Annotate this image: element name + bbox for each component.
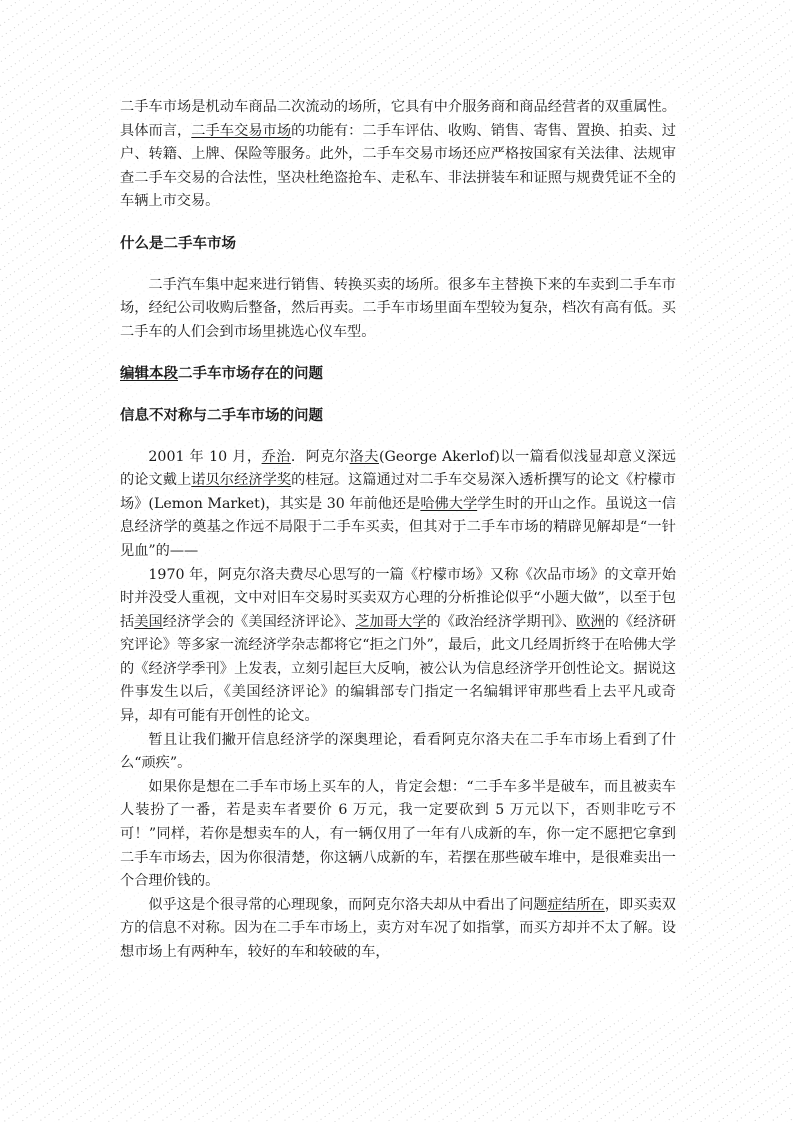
akerlof-text-5: 学生时的开山之作。虽说这一信息经济学的奠基之作远不局限于二手车买卖，但其对于二手车市场的精辟见解却是“一针见血”的—— <box>120 495 676 559</box>
lemon-text-1: 1970 年，阿克尔洛夫费尽心思写的一篇《柠檬市场》又称《次品市场》的文章开始时并没受人重视，文中对旧车交易时买卖双方心理的分析推论似乎“小题大做”，以至于包括 <box>120 566 676 630</box>
link-george[interactable]: 乔治 <box>261 448 291 465</box>
stubborn-problem-paragraph: 暂且让我们撇开信息经济学的深奥理论，看看阿克尔洛夫在二手车市场上看到了什么“顽疾”。 <box>120 731 676 772</box>
link-used-car-market[interactable]: 二手车交易市场 <box>191 122 292 139</box>
intro-text-1: 二手车市场是机动车商品二次流动的场所，它具有中介服务商和商品经营者的双重属性。具体而言， <box>120 99 676 139</box>
link-crux[interactable]: 症结所在 <box>547 896 605 913</box>
heading-problems <box>120 362 676 386</box>
link-chicago-university[interactable]: 芝加哥大学 <box>355 613 427 630</box>
edit-section-link[interactable]: 编辑本段 <box>120 365 178 383</box>
document-page <box>120 96 676 965</box>
akerlof-paragraph <box>120 446 676 564</box>
lemon-text-4: 的《经济研究评论》等多家一流经济学杂志都将它“拒之门外”，最后，此文几经周折终于在哈佛大学的《经济学季刊》上发表，立刻引起巨大反响，被公认为信息经济学开创性论文。据说这件事发生以后，《美国经济评论》的编辑部专门指定一名编辑评审那些看上去平凡或奇异，却有可能有开创性的论文。 <box>120 613 676 725</box>
buyer-seller-paragraph: 如果你是想在二手车市场上买车的人，肯定会想：“二手车多半是破车，而且被卖车人装扮了一番，若是卖车者要价 6 万元，我一定要砍到 5 万元以下，否则非吃亏不可！”同样，若你是想卖车的人，有一辆仅用了一年有八成新的车，你一定不愿把它拿到二手车市场去，因为你很清楚，你这辆八成新的车，若摆在那些破车堆中，是很难卖出一个合理价钱的。 <box>120 778 676 890</box>
link-harvard[interactable]: 哈佛大学 <box>420 495 478 512</box>
akerlof-text-1: 2001 年 10 月， <box>148 448 262 465</box>
intro-paragraph <box>120 96 676 214</box>
asymmetry-paragraph <box>120 894 676 965</box>
asymmetry-text-2: ，即买卖双方的信息不对称。因为在二手车市场上，卖方对车况了如指掌，而买方却并不太了解。设想市场上有两种车，较好的车和较破的车， <box>120 896 676 960</box>
heading-info-asymmetry: 信息不对称与二手车市场的问题 <box>120 406 323 424</box>
link-nobel-prize[interactable]: 诺贝尔经济学奖 <box>191 472 292 489</box>
lemon-market-paragraph <box>120 564 676 729</box>
akerlof-text-2: ．阿克尔 <box>290 448 350 465</box>
heading-problems-text: 二手车市场存在的问题 <box>178 365 323 383</box>
heading-what-is-market: 什么是二手车市场 <box>120 234 236 252</box>
link-lofu[interactable]: 洛夫 <box>349 448 379 465</box>
lemon-text-2: 经济学会的《美国经济评论》、 <box>162 613 356 630</box>
akerlof-text-4: 的桂冠。这篇通过对二手车交易深入透析撰写的论文《柠檬市场》(Lemon Market)，其实是 30 年前他还是 <box>120 472 676 512</box>
link-usa[interactable]: 美国 <box>134 613 163 630</box>
akerlof-text-3: (George Akerlof)以一篇看似浅显却意义深远的论文戴上 <box>120 448 676 489</box>
intro-text-2: 的功能有：二手车评估、收购、销售、寄售、置换、拍卖、过户、转籍、上牌、保险等服务。此外，二手车交易市场还应严格按国家有关法律、法规审查二手车交易的合法性，坚决杜绝盗抢车、走私车、非法拼装车和证照与规费凭证不全的车辆上市交易。 <box>120 122 676 210</box>
asymmetry-text-1: 似乎这是个很寻常的心理现象，而阿克尔洛夫却从中看出了问题 <box>148 896 548 913</box>
lemon-text-3: 的《政治经济学期刊》、 <box>426 613 577 630</box>
definition-paragraph: 二手汽车集中起来进行销售、转换买卖的场所。很多车主替换下来的车卖到二手车市场，经纪公司收购后整备，然后再卖。二手车市场里面车型较为复杂，档次有高有低。买二手车的人们会到市场里挑选心仪车型。 <box>120 276 676 340</box>
link-europe[interactable]: 欧洲 <box>576 613 605 630</box>
